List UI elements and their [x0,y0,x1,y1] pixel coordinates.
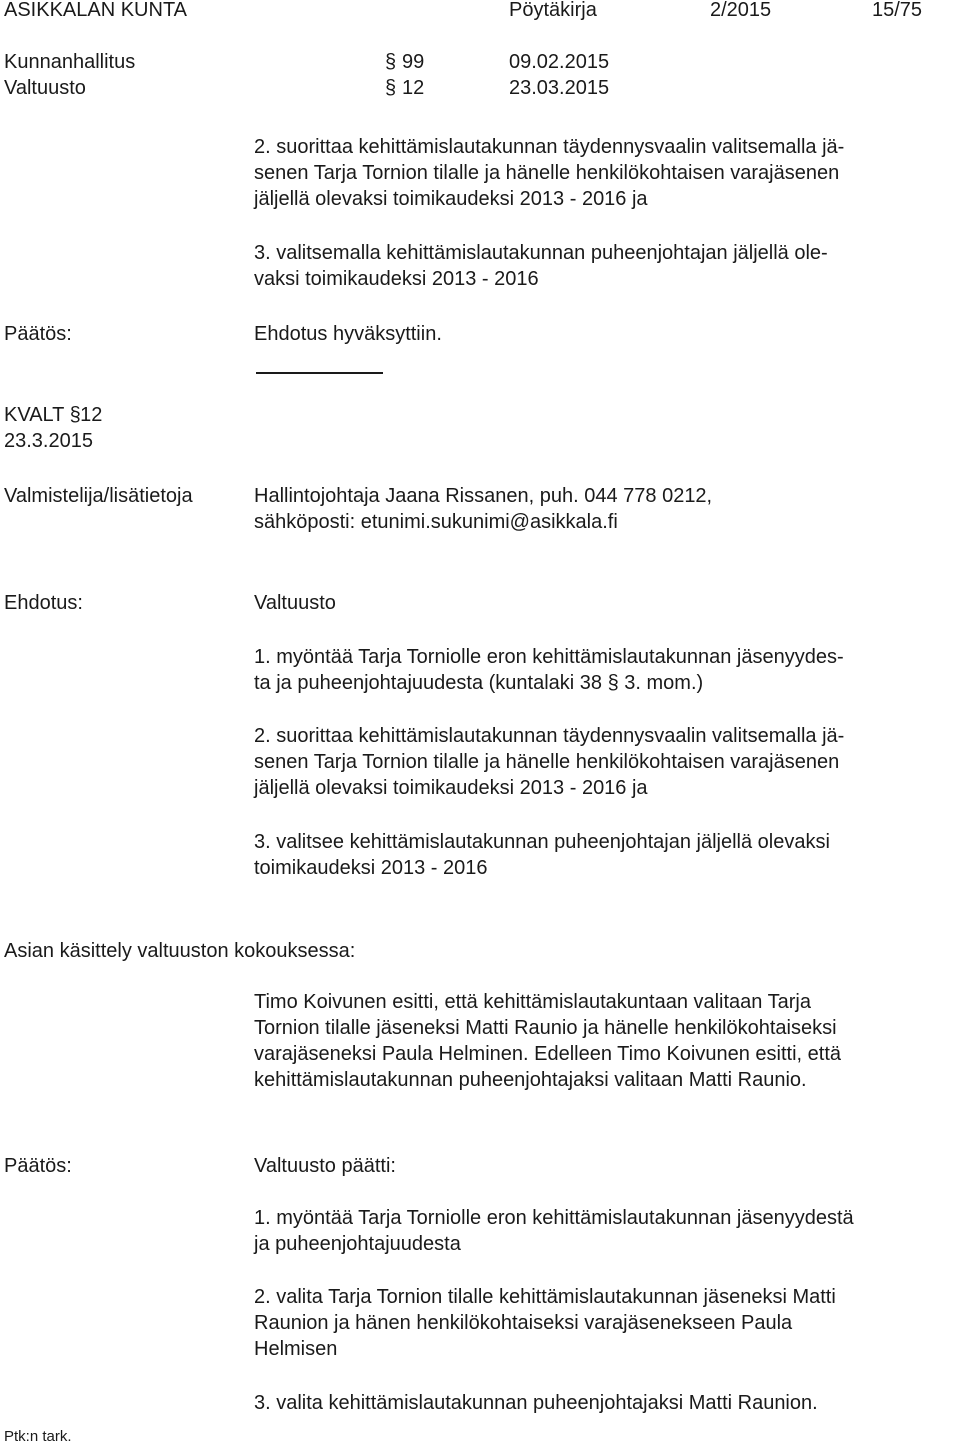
page-number: 15/75 [872,0,923,21]
section-sign: § [385,51,396,73]
footer-initials-label: Ptk:n tark. [4,1428,72,1445]
meeting-body: Kunnanhallitus [4,51,136,73]
list-item: 3. valita kehittämislautakunnan puheenjohtajaksi Matti Raunion. [254,1392,818,1414]
list-item: 1. myöntää Tarja Torniolle eron kehittämislautakunnan jäsenyydestä ja puheenjohtajuudesta [254,1207,854,1255]
kvalt-date: 23.3.2015 [4,430,93,452]
proposal-label: Ehdotus: [4,592,83,614]
decision-label: Päätös: [4,323,72,345]
proposal-heading: Valtuusto [254,592,336,614]
list-item: 3. valitsee kehittämislautakunnan puheenjohtajan jäljellä olevaksi toimikaudeksi 2013 - 2016 [254,831,830,879]
decision-text: Ehdotus hyväksyttiin. [254,323,442,345]
handling-text: Timo Koivunen esitti, että kehittämislautakuntaan valitaan Tarja Tornion tilalle jäseneksi Matti Raunio ja hänelle henkilökohtaiseksi varajäseneksi Paula Helminen. Edelleen Timo Koivunen esitti, että kehittämislautakunnan puheenjohtajaksi valitaan Matti Raunio. [254,991,841,1091]
preparer-info: Hallintojohtaja Jaana Rissanen, puh. 044 778 0212, sähköposti: etunimi.sukunimi@asikkala.fi [254,485,713,533]
list-item: 2. suorittaa kehittämislautakunnan täydennysvaalin valitsemalla jä- senen Tarja Tornion tilalle ja hänelle henkilökohtaisen varajäsenen jäljellä olevaksi toimikaudeksi 2013 - 2016 ja [254,725,845,799]
meeting-date: 09.02.2015 [509,51,610,73]
meeting-section: 99 [402,51,425,73]
preparer-label: Valmistelija/lisätietoja [4,485,193,507]
list-item: 2. suorittaa kehittämislautakunnan täydennysvaalin valitsemalla jä- senen Tarja Tornion tilalle ja hänelle henkilökohtaisen varajäsenen jäljellä olevaksi toimikaudeksi 2013 - 2016 ja [254,136,845,210]
list-item: 1. myöntää Tarja Torniolle eron kehittämislautakunnan jäsenyydes- ta ja puheenjohtajuudesta (kuntalaki 38 § 3. mom.) [254,646,844,694]
decision-heading: Valtuusto päätti: [254,1155,396,1177]
meeting-section: 12 [402,77,425,99]
list-item: 3. valitsemalla kehittämislautakunnan puheenjohtajan jäljellä ole- vaksi toimikaudeksi 2013 - 2016 [254,242,828,290]
section-sign: § [385,77,396,99]
meeting-date: 23.03.2015 [509,77,610,99]
kvalt-reference: KVALT §12 [4,404,103,426]
handling-heading: Asian käsittely valtuuston kokouksessa: [4,940,356,962]
separator-line [256,372,383,374]
document-type: Pöytäkirja [509,0,597,21]
list-item: 2. valita Tarja Tornion tilalle kehittämislautakunnan jäseneksi Matti Raunion ja hänen henkilökohtaiseksi varajäsenekseen Paula Helmisen [254,1286,836,1360]
municipality-name: ASIKKALAN KUNTA [4,0,188,21]
document-number: 2/2015 [710,0,772,21]
meeting-body: Valtuusto [4,77,86,99]
decision-label: Päätös: [4,1155,72,1177]
